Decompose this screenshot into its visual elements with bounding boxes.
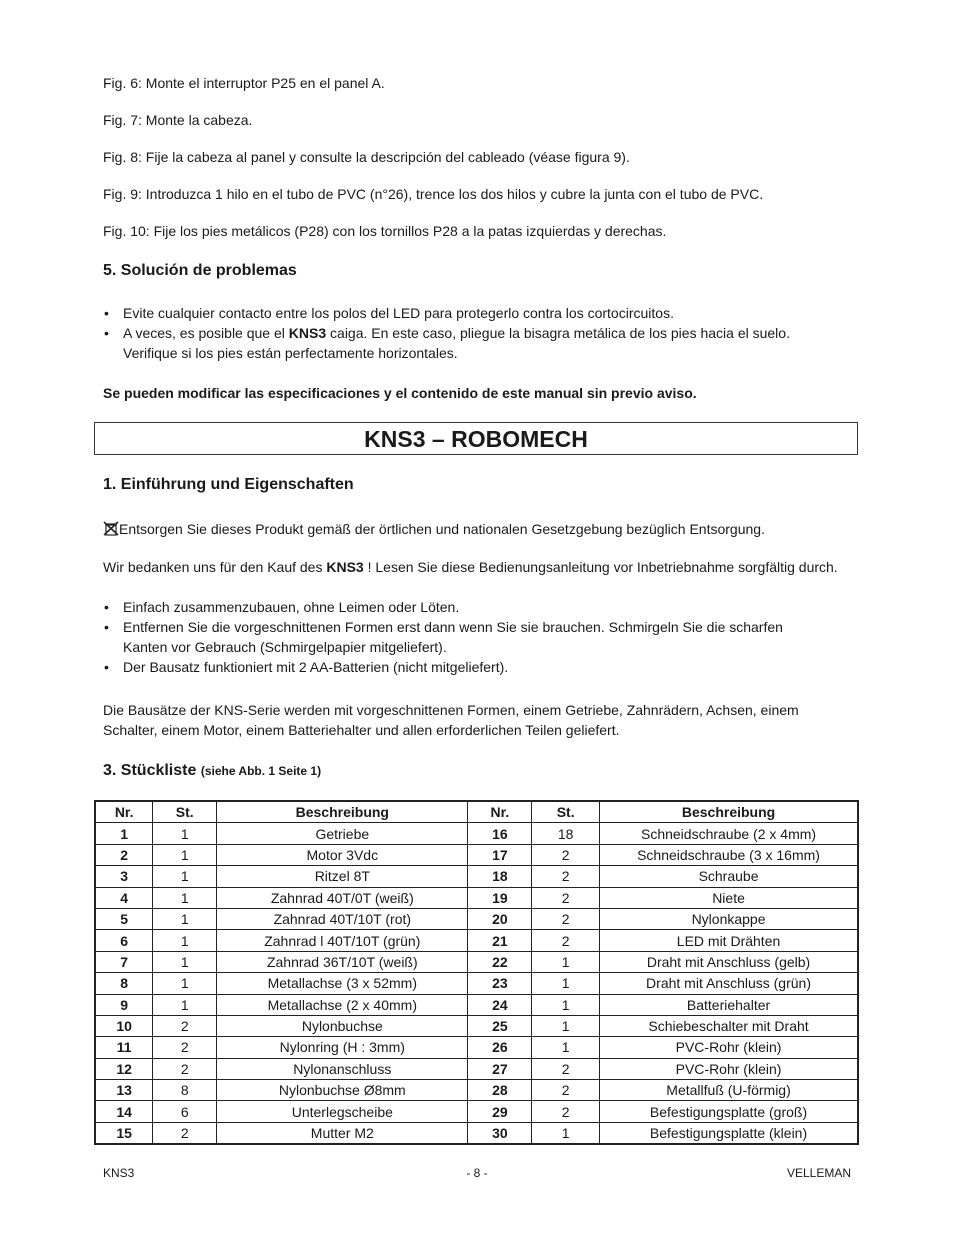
cell-beschreibung: Nylonbuchse Ø8mm [217, 1080, 468, 1101]
header-st: St. [153, 801, 217, 823]
cell-st: 1 [153, 887, 217, 908]
cell-st: 1 [532, 1037, 600, 1058]
cell-nr: 5 [95, 908, 153, 929]
fig10-text: Fig. 10: Fije los pies metálicos (P28) con los tornillos P28 a la patas izquierdas y derechas. [103, 223, 667, 239]
cell-nr: 8 [95, 973, 153, 994]
section3-title: 3. Stückliste [103, 762, 197, 779]
thanks-text [103, 557, 838, 577]
cell-nr: 28 [468, 1080, 532, 1101]
header-st-2: St. [532, 801, 600, 823]
troubleshooting-list [103, 303, 823, 363]
cell-beschreibung: Nylonring (H : 3mm) [217, 1037, 468, 1058]
feature-1: Einfach zusammenzubauen, ohne Leimen oder Löten. [123, 599, 460, 615]
cell-st: 6 [153, 1101, 217, 1122]
cell-nr: 23 [468, 973, 532, 994]
cell-st: 1 [153, 844, 217, 865]
cell-nr: 17 [468, 844, 532, 865]
feature-3: Der Bausatz funktioniert mit 2 AA-Batterien (nicht mitgeliefert). [123, 659, 509, 675]
cell-beschreibung: Zahnrad 40T/0T (weiß) [217, 887, 468, 908]
cell-beschreibung: Metallachse (2 x 40mm) [217, 994, 468, 1015]
header-nr-2: Nr. [468, 801, 532, 823]
cell-nr: 20 [468, 908, 532, 929]
header-beschreibung-2: Beschreibung [600, 801, 858, 823]
fig7-text: Fig. 7: Monte la cabeza. [103, 112, 253, 128]
cell-st: 2 [532, 1101, 600, 1122]
cell-st: 2 [153, 1058, 217, 1079]
cell-st: 1 [153, 930, 217, 951]
spec-change-notice: Se pueden modificar las especificaciones y el contenido de este manual sin previo aviso. [103, 385, 697, 401]
cell-nr: 19 [468, 887, 532, 908]
cell-st: 2 [532, 1080, 600, 1101]
cell-beschreibung: PVC-Rohr (klein) [600, 1037, 858, 1058]
disposal-text-line [103, 519, 765, 539]
cell-st: 2 [532, 887, 600, 908]
thanks-product-code: KNS3 [326, 559, 364, 575]
cell-beschreibung: Zahnrad l 40T/10T (grün) [217, 930, 468, 951]
cell-nr: 29 [468, 1101, 532, 1122]
cell-nr: 1 [95, 823, 153, 844]
cell-nr: 22 [468, 951, 532, 972]
table-header-row [95, 801, 858, 823]
cell-nr: 15 [95, 1122, 153, 1144]
cell-st: 2 [532, 844, 600, 865]
cell-st: 2 [153, 1015, 217, 1036]
cell-beschreibung: Draht mit Anschluss (grün) [600, 973, 858, 994]
cell-beschreibung: Niete [600, 887, 858, 908]
table-row [95, 930, 858, 951]
thanks-pre: Wir bedanken uns für den Kauf des [103, 559, 327, 575]
footer-brand: VELLEMAN [786, 1166, 851, 1180]
cell-beschreibung: Mutter M2 [217, 1122, 468, 1144]
cell-beschreibung: Schraube [600, 866, 858, 887]
cell-beschreibung: LED mit Drähten [600, 930, 858, 951]
cell-beschreibung: Zahnrad 36T/10T (weiß) [217, 951, 468, 972]
cell-nr: 9 [95, 994, 153, 1015]
product-code-bold: KNS3 [288, 325, 327, 341]
cell-nr: 18 [468, 866, 532, 887]
cell-st: 2 [153, 1122, 217, 1144]
table-row [95, 823, 858, 844]
cell-nr: 6 [95, 930, 153, 951]
cell-st: 2 [532, 930, 600, 951]
cell-beschreibung: Nylonbuchse [217, 1015, 468, 1036]
cell-beschreibung: Metallachse (3 x 52mm) [217, 973, 468, 994]
disposal-text: Entsorgen Sie dieses Produkt gemäß der örtlichen und nationalen Gesetzgebung bezüglich Entsorgung. [119, 521, 765, 537]
cell-beschreibung: Ritzel 8T [217, 866, 468, 887]
cell-st: 1 [532, 1015, 600, 1036]
table-row [95, 1058, 858, 1079]
table-row [95, 908, 858, 929]
table-row [95, 1122, 858, 1144]
features-list [103, 597, 823, 677]
product-title-banner: KNS3 – ROBOMECH [94, 422, 858, 455]
cell-nr: 7 [95, 951, 153, 972]
cell-st: 2 [532, 866, 600, 887]
cell-beschreibung: PVC-Rohr (klein) [600, 1058, 858, 1079]
cell-beschreibung: Zahnrad 40T/10T (rot) [217, 908, 468, 929]
list-item [103, 657, 823, 677]
list-item [103, 617, 823, 657]
cell-st: 1 [153, 994, 217, 1015]
fig6-text: Fig. 6: Monte el interruptor P25 en el panel A. [103, 75, 385, 91]
section5-heading: 5. Solución de problemas [103, 262, 297, 279]
table-row [95, 866, 858, 887]
cell-beschreibung: Schiebeschalter mit Draht [600, 1015, 858, 1036]
table-row [95, 887, 858, 908]
cell-nr: 24 [468, 994, 532, 1015]
cell-nr: 14 [95, 1101, 153, 1122]
cell-nr: 21 [468, 930, 532, 951]
list-item [103, 323, 823, 363]
fig9-text: Fig. 9: Introduzca 1 hilo en el tubo de PVC (n°26), trence los dos hilos y cubre la junta con el tubo de PVC. [103, 186, 764, 202]
cell-nr: 30 [468, 1122, 532, 1144]
cell-st: 18 [532, 823, 600, 844]
list-item [103, 303, 823, 323]
cell-beschreibung: Nylonkappe [600, 908, 858, 929]
cell-beschreibung: Befestigungsplatte (groß) [600, 1101, 858, 1122]
table-row [95, 1080, 858, 1101]
cell-beschreibung: Befestigungsplatte (klein) [600, 1122, 858, 1144]
cell-nr: 10 [95, 1015, 153, 1036]
cell-beschreibung: Schneidschraube (2 x 4mm) [600, 823, 858, 844]
parts-list-table [94, 800, 859, 1145]
table-row [95, 951, 858, 972]
fig8-text: Fig. 8: Fije la cabeza al panel y consulte la descripción del cableado (véase figura 9). [103, 149, 630, 165]
cell-beschreibung: Draht mit Anschluss (gelb) [600, 951, 858, 972]
cell-st: 1 [532, 973, 600, 994]
crossed-out-bin-icon [103, 521, 119, 536]
cell-nr: 13 [95, 1080, 153, 1101]
cell-st: 1 [153, 823, 217, 844]
footer-product-code: KNS3 [103, 1166, 135, 1180]
list-item [103, 597, 823, 617]
cell-nr: 11 [95, 1037, 153, 1058]
troubleshooting-bullet-2-post: caiga. En este caso, pliegue la bisagra metálica de los pies hacia el suelo. Verifique si los pies están perfectamente horizontales. [123, 325, 790, 361]
cell-beschreibung: Schneidschraube (3 x 16mm) [600, 844, 858, 865]
cell-st: 1 [532, 951, 600, 972]
thanks-post: ! Lesen Sie diese Bedienungsanleitung vor Inbetriebnahme sorgfältig durch. [363, 559, 838, 575]
cell-st: 1 [153, 866, 217, 887]
table-row [95, 844, 858, 865]
header-nr: Nr. [95, 801, 153, 823]
cell-nr: 27 [468, 1058, 532, 1079]
cell-st: 2 [532, 908, 600, 929]
table-row [95, 1015, 858, 1036]
cell-beschreibung: Getriebe [217, 823, 468, 844]
cell-beschreibung: Metallfuß (U-förmig) [600, 1080, 858, 1101]
cell-nr: 16 [468, 823, 532, 844]
cell-nr: 3 [95, 866, 153, 887]
kit-description: Die Bausätze der KNS-Serie werden mit vorgeschnittenen Formen, einem Getriebe, Zahnrädern, Achsen, einem Schalter, einem Motor, einem Batteriehalter und allen erforderlichen Teilen geliefert. [103, 702, 799, 738]
cell-nr: 4 [95, 887, 153, 908]
cell-st: 8 [153, 1080, 217, 1101]
section3-note: (siehe Abb. 1 Seite 1) [200, 764, 322, 778]
cell-st: 1 [532, 994, 600, 1015]
cell-beschreibung: Motor 3Vdc [217, 844, 468, 865]
table-row [95, 973, 858, 994]
cell-nr: 25 [468, 1015, 532, 1036]
cell-st: 1 [153, 908, 217, 929]
cell-st: 1 [532, 1122, 600, 1144]
table-row [95, 1101, 858, 1122]
cell-st: 2 [153, 1037, 217, 1058]
parts-table-body [95, 823, 858, 1144]
cell-beschreibung: Nylonanschluss [217, 1058, 468, 1079]
troubleshooting-bullet-1: Evite cualquier contacto entre los polos del LED para protegerlo contra los cortocircuitos. [123, 305, 674, 321]
cell-beschreibung: Batteriehalter [600, 994, 858, 1015]
cell-st: 1 [153, 973, 217, 994]
section3-heading [103, 761, 321, 781]
troubleshooting-bullet-2-pre: A veces, es posible que el [123, 325, 289, 341]
table-row [95, 1037, 858, 1058]
cell-nr: 2 [95, 844, 153, 865]
table-row [95, 994, 858, 1015]
cell-st: 2 [532, 1058, 600, 1079]
feature-2: Entfernen Sie die vorgeschnittenen Formen erst dann wenn Sie sie brauchen. Schmirgeln Sie die scharfen Kanten vor Gebrauch (Schmirgelpapier mitgeliefert). [123, 619, 783, 655]
footer-page-number: - 8 - [466, 1166, 488, 1180]
cell-nr: 12 [95, 1058, 153, 1079]
cell-beschreibung: Unterlegscheibe [217, 1101, 468, 1122]
cell-st: 1 [153, 951, 217, 972]
cell-nr: 26 [468, 1037, 532, 1058]
section1-heading: 1. Einführung und Eigenschaften [103, 476, 354, 493]
header-beschreibung: Beschreibung [217, 801, 468, 823]
